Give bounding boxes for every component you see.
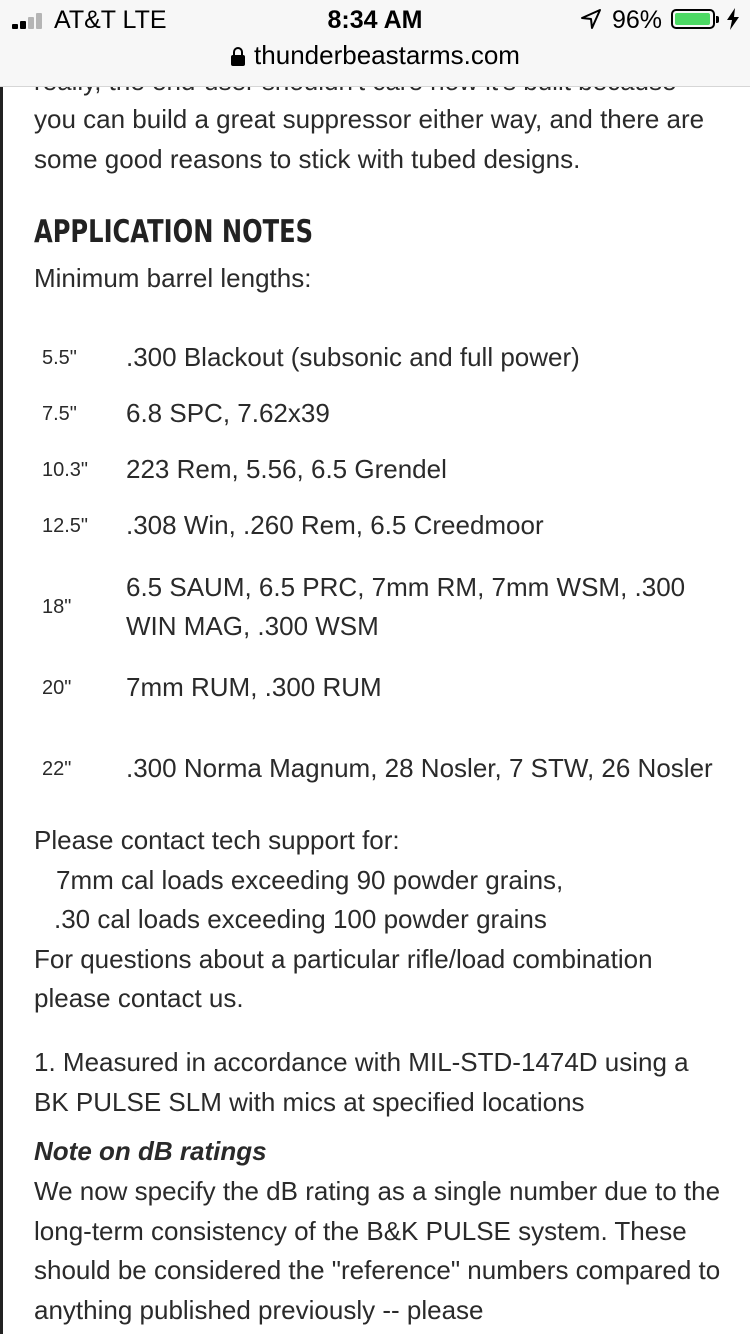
table-row (34, 386, 724, 442)
calibers: 6.8 SPC, 7.62x39 (126, 398, 330, 429)
barrel-length: 7.5" (42, 402, 77, 425)
left-border (0, 86, 3, 1334)
calibers: 7mm RUM, .300 RUM (126, 672, 382, 703)
location-arrow-icon (580, 8, 602, 30)
lock-icon (230, 46, 246, 66)
barrel-length: 22" (42, 757, 72, 780)
calibers: .300 Norma Magnum, 28 Nosler, 7 STW, 26 Nosler (126, 753, 713, 784)
table-row (34, 442, 724, 498)
carrier-label: AT&T LTE (54, 6, 167, 34)
calibers: 6.5 SAUM, 6.5 PRC, 7mm RM, 7mm WSM, .300 WIN MAG, .300 WSM (126, 571, 686, 641)
url-bar[interactable] (0, 40, 750, 80)
contact-intro: Please contact tech support for: (34, 825, 400, 855)
note-heading: Note on dB ratings (34, 1136, 267, 1166)
table-row (34, 330, 724, 386)
contact-item-30cal: .30 cal loads exceeding 100 powder grains (54, 904, 547, 934)
barrel-length-table (34, 330, 724, 822)
battery-fill (675, 13, 710, 25)
contact-outro: For questions about a particular rifle/load combination please contact us. (34, 943, 653, 1013)
url-text: thunderbeastarms.com (254, 40, 520, 70)
contact-block (34, 821, 724, 1019)
table-row (34, 716, 724, 822)
note-body: We now specify the dB rating as a single number due to the long-term consistency of the B&K PULSE system. These should be considered the "reference" numbers compared to anything published previously -- please (34, 1176, 721, 1325)
status-time: 8:34 AM (327, 6, 423, 34)
barrel-length: 20" (42, 676, 72, 699)
subheading: Minimum barrel lengths: (34, 263, 312, 293)
section-heading: APPLICATION NOTES (34, 214, 314, 250)
barrel-length: 10.3" (42, 458, 89, 481)
calibers: 223 Rem, 5.56, 6.5 Grendel (126, 454, 447, 485)
calibers: .300 Blackout (subsonic and full power) (126, 342, 580, 373)
charging-bolt-icon (726, 8, 740, 30)
intro-paragraph: you can build a great suppressor either way, and there are some good reasons to stick with tubed designs. (34, 104, 705, 174)
table-row (34, 554, 724, 660)
battery-percent: 96% (612, 6, 663, 34)
contact-item-7mm: 7mm cal loads exceeding 90 powder grains, (56, 864, 564, 895)
battery-icon (671, 9, 715, 29)
calibers: .308 Win, .260 Rem, 6.5 Creedmoor (126, 510, 544, 541)
status-bar (0, 0, 750, 40)
barrel-length: 18" (42, 595, 72, 618)
barrel-length: 5.5" (42, 346, 77, 369)
barrel-length: 12.5" (42, 514, 89, 537)
table-row (34, 660, 724, 716)
table-row (34, 498, 724, 554)
browser-top-bar (0, 0, 750, 87)
footnote-1: 1. Measured in accordance with MIL-STD-1474D using a BK PULSE SLM with mics at specified locations (34, 1047, 689, 1117)
